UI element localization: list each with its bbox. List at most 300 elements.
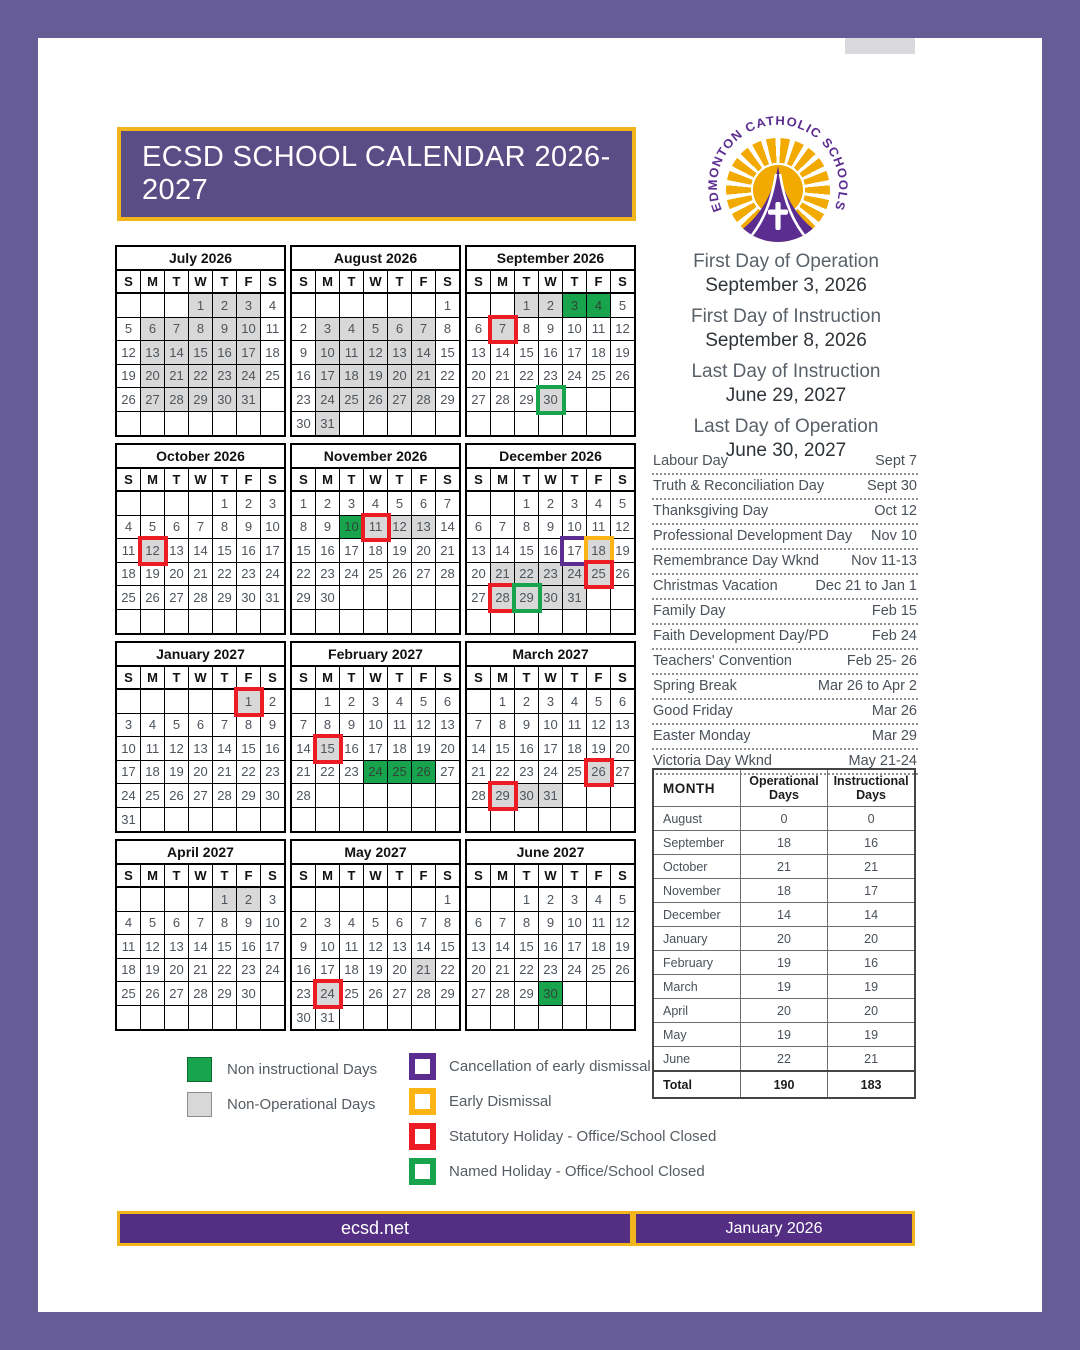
weekday-letter: W [189,271,213,292]
day-cell: 13 [165,539,189,563]
table-cell: 19 [740,1023,827,1047]
month-calendar-december-2026 [465,443,636,635]
day-cell: 5 [117,318,141,342]
svg-text:EDMONTON CATHOLIC SCHOOLS [706,114,850,214]
holiday-row [652,450,918,475]
day-cell [117,412,141,436]
footer-date: January 2026 [725,1219,823,1237]
month-calendar-february-2027 [290,641,461,833]
day-cell [261,1006,284,1030]
weekday-letter: T [563,271,587,292]
holiday-name: Family Day [653,603,726,619]
week-row [292,935,459,959]
week-row [292,714,459,738]
day-cell: 18 [364,539,388,563]
week-row [467,888,634,912]
weekday-letter: W [539,271,563,292]
weekday-letter: M [316,667,340,688]
weekday-letter: F [587,667,611,688]
week-row [467,294,634,318]
day-cell: 8 [436,318,459,342]
weekday-letter: T [340,271,364,292]
day-cell: 23 [261,761,284,785]
day-cell: 4 [117,912,141,936]
month-calendar-may-2027 [290,839,461,1031]
day-cell [340,412,364,436]
day-cell: 25 [364,563,388,587]
day-cell [316,610,340,634]
day-cell: 15 [491,737,515,761]
weekday-header-row [117,667,284,690]
day-cell [491,1006,515,1030]
day-count-table-grid [652,768,916,1099]
weekday-letter: T [340,667,364,688]
day-cell: 30 [539,388,563,412]
day-cell: 27 [412,563,436,587]
day-cell: 9 [237,516,261,540]
week-row [292,888,459,912]
day-cell [237,808,261,832]
month-title: April 2027 [117,841,284,865]
day-cell [165,888,189,912]
weekday-header-row [467,469,634,492]
week-row [292,318,459,342]
day-cell: 11 [340,935,364,959]
day-cell [165,1006,189,1030]
weekday-letter: T [213,667,237,688]
day-cell: 26 [117,388,141,412]
day-cell: 30 [539,586,563,610]
day-cell: 8 [213,912,237,936]
holiday-name: Easter Monday [653,728,751,744]
day-cell: 27 [189,784,213,808]
day-cell: 17 [117,761,141,785]
table-total-cell: Total [653,1071,740,1098]
day-cell [436,412,459,436]
day-cell: 1 [436,888,459,912]
day-cell: 28 [189,586,213,610]
table-cell: June [653,1047,740,1072]
legend-border-swatch [409,1123,436,1150]
month-calendar-april-2027 [115,839,286,1031]
holiday-row [652,675,918,700]
day-cell: 19 [611,935,634,959]
table-row [653,999,915,1023]
day-cell [292,294,316,318]
day-cell: 23 [213,365,237,389]
day-cell [237,610,261,634]
day-cell: 4 [340,318,364,342]
day-cell [587,388,611,412]
holiday-date: Sept 7 [875,453,917,469]
day-cell: 31 [316,412,340,436]
table-cell: 14 [828,903,915,927]
week-row [117,761,284,785]
week-row [117,539,284,563]
day-cell: 8 [316,714,340,738]
day-cell: 7 [213,714,237,738]
day-cell: 11 [340,341,364,365]
day-cell: 29 [491,784,515,808]
day-cell: 1 [316,690,340,714]
table-row [653,831,915,855]
day-cell: 12 [364,341,388,365]
day-cell: 28 [213,784,237,808]
day-cell: 25 [141,784,165,808]
day-cell: 22 [436,365,459,389]
day-cell: 2 [539,888,563,912]
week-row [292,808,459,832]
week-row [467,959,634,983]
day-cell: 13 [189,737,213,761]
day-cell: 29 [436,982,459,1006]
day-cell: 3 [261,492,284,516]
holiday-row [652,550,918,575]
day-cell [237,412,261,436]
weekday-letter: S [268,670,277,685]
day-cell [563,610,587,634]
day-cell: 19 [364,365,388,389]
day-cell: 26 [587,761,611,785]
day-cell [515,412,539,436]
weekday-letter: S [443,670,452,685]
month-title: March 2027 [467,643,634,667]
day-cell: 1 [292,492,316,516]
day-cell [539,808,563,832]
table-header-cell: MONTH [653,769,740,807]
day-cell: 29 [436,388,459,412]
holiday-name: Remembrance Day Wknd [653,553,819,569]
key-date-label: Last Day of Operation [693,416,879,437]
day-cell: 22 [515,959,539,983]
day-cell: 22 [436,959,459,983]
day-cell: 29 [213,586,237,610]
holiday-row [652,575,918,600]
day-cell [436,586,459,610]
day-cell: 3 [563,888,587,912]
day-cell: 11 [388,714,412,738]
day-cell: 22 [292,563,316,587]
day-cell [117,690,141,714]
day-cell: 23 [539,365,563,389]
day-cell: 9 [213,318,237,342]
weekday-letter: M [491,667,515,688]
day-cell: 2 [539,492,563,516]
day-cell: 1 [515,294,539,318]
week-row [467,610,634,634]
weekday-header-row [117,469,284,492]
table-row [653,855,915,879]
day-cell: 7 [189,912,213,936]
day-cell: 3 [316,912,340,936]
holiday-date: Dec 21 to Jan 1 [815,578,917,594]
weekday-header-row [467,271,634,294]
table-cell: 21 [740,855,827,879]
day-cell: 19 [117,365,141,389]
day-cell: 21 [412,959,436,983]
weekday-letter: S [443,472,452,487]
week-row [117,784,284,808]
day-cell [165,294,189,318]
day-cell: 3 [316,318,340,342]
footer-date-bar [633,1211,915,1246]
day-cell [141,690,165,714]
week-row [117,935,284,959]
day-cell [340,586,364,610]
day-cell: 17 [316,365,340,389]
day-cell: 9 [316,516,340,540]
day-cell: 7 [491,318,515,342]
weekday-letter: T [515,271,539,292]
day-cell [316,784,340,808]
week-row [292,365,459,389]
day-cell [587,586,611,610]
day-cell: 4 [587,294,611,318]
day-cell: 6 [436,690,459,714]
month-title: August 2026 [292,247,459,271]
weekday-letter: T [340,865,364,886]
day-cell [587,784,611,808]
weekday-letter: F [237,865,261,886]
table-header-cell: Instructional Days [828,769,915,807]
day-cell: 18 [388,737,412,761]
weekday-letter: S [268,274,277,289]
day-cell: 9 [237,912,261,936]
week-row [467,808,634,832]
week-row [467,563,634,587]
week-row [117,341,284,365]
day-cell: 30 [292,1006,316,1030]
weekday-letter: W [539,469,563,490]
weekday-letter: S [618,670,627,685]
week-row [117,318,284,342]
day-cell: 6 [165,912,189,936]
weekday-letter: T [165,469,189,490]
day-cell: 23 [515,761,539,785]
week-row [292,563,459,587]
table-cell: 20 [740,927,827,951]
day-cell: 1 [213,888,237,912]
legend-label: Non instructional Days [227,1060,378,1078]
day-cell: 30 [237,982,261,1006]
week-row [467,912,634,936]
day-cell: 29 [189,388,213,412]
holiday-name: Spring Break [653,678,737,694]
weekday-letter: S [268,472,277,487]
day-cell: 11 [261,318,284,342]
weekday-letter: S [268,868,277,883]
day-cell: 14 [491,935,515,959]
day-cell: 7 [436,492,459,516]
day-cell: 24 [563,959,587,983]
week-row [117,714,284,738]
day-cell: 19 [611,341,634,365]
day-cell: 26 [141,982,165,1006]
day-cell [412,1006,436,1030]
day-cell: 1 [436,294,459,318]
day-cell [340,808,364,832]
table-cell: 20 [828,999,915,1023]
day-cell: 29 [292,586,316,610]
week-row [467,516,634,540]
legend-border-item [409,1088,716,1115]
day-cell [261,412,284,436]
day-cell: 2 [213,294,237,318]
day-cell: 3 [340,492,364,516]
day-cell [141,492,165,516]
key-dates [650,250,922,470]
day-cell: 10 [261,516,284,540]
legend-border-swatch [409,1158,436,1185]
day-cell: 14 [412,935,436,959]
day-cell [117,492,141,516]
day-cell [563,412,587,436]
week-row [467,365,634,389]
weekday-letter: T [563,667,587,688]
day-cell: 10 [563,516,587,540]
week-row [292,492,459,516]
day-cell: 29 [237,784,261,808]
day-cell: 19 [165,761,189,785]
day-cell: 16 [292,365,316,389]
weekday-header-row [292,865,459,888]
table-cell: 16 [828,831,915,855]
day-cell: 31 [563,586,587,610]
day-cell: 12 [412,714,436,738]
day-cell: 13 [141,341,165,365]
day-cell [340,784,364,808]
month-title: July 2026 [117,247,284,271]
day-cell: 21 [292,761,316,785]
day-cell: 15 [515,935,539,959]
day-cell [467,888,491,912]
day-cell [189,1006,213,1030]
ecsd-logo [703,112,853,244]
day-cell: 8 [515,912,539,936]
table-cell: November [653,879,740,903]
day-cell [165,690,189,714]
weekday-letter: F [587,469,611,490]
day-cell: 18 [261,341,284,365]
day-cell: 12 [611,912,634,936]
day-cell: 8 [515,516,539,540]
day-cell: 26 [364,388,388,412]
table-cell: September [653,831,740,855]
day-cell: 13 [611,714,634,738]
day-cell: 4 [587,492,611,516]
day-cell: 7 [491,516,515,540]
holiday-name: Victoria Day Wknd [653,753,772,769]
day-cell: 2 [261,690,284,714]
day-cell: 22 [237,761,261,785]
day-cell: 17 [539,737,563,761]
weekday-letter: S [292,271,316,292]
day-cell: 14 [292,737,316,761]
day-cell: 12 [587,714,611,738]
weekday-letter: M [491,469,515,490]
day-cell: 10 [117,737,141,761]
holiday-row [652,625,918,650]
day-cell [436,610,459,634]
day-cell: 4 [141,714,165,738]
day-cell [515,610,539,634]
weekday-letter: F [412,271,436,292]
day-cell: 25 [340,388,364,412]
day-cell: 20 [467,563,491,587]
day-cell: 12 [611,318,634,342]
month-calendar-january-2027 [115,641,286,833]
day-cell: 23 [340,761,364,785]
day-cell: 15 [436,341,459,365]
day-cell: 24 [539,761,563,785]
day-cell: 30 [316,586,340,610]
day-cell: 20 [141,365,165,389]
day-cell [213,808,237,832]
day-cell: 8 [292,516,316,540]
weekday-letter: M [141,667,165,688]
day-cell: 3 [563,294,587,318]
holiday-list [652,450,918,775]
day-cell: 30 [213,388,237,412]
weekday-letter: S [117,865,141,886]
weekday-letter: T [340,469,364,490]
holiday-date: Feb 24 [871,628,917,644]
table-cell: 21 [828,1047,915,1072]
day-cell: 27 [611,761,634,785]
weekday-letter: W [189,469,213,490]
day-cell [141,412,165,436]
day-cell [563,388,587,412]
week-row [292,982,459,1006]
day-cell [611,1006,634,1030]
day-cell: 19 [412,737,436,761]
day-cell: 24 [261,563,284,587]
key-date-value: September 8, 2026 [705,330,867,351]
day-cell: 27 [165,586,189,610]
legend-border-item [409,1053,716,1080]
weekday-letter: M [141,865,165,886]
weekday-letter: S [117,667,141,688]
table-cell: 18 [740,831,827,855]
weekday-header-row [117,865,284,888]
day-cell: 16 [539,539,563,563]
day-cell [165,412,189,436]
month-title: October 2026 [117,445,284,469]
day-cell [364,586,388,610]
day-cell [611,412,634,436]
day-cell: 20 [165,563,189,587]
day-cell: 16 [237,935,261,959]
table-cell: 20 [740,999,827,1023]
holiday-date: Feb 15 [871,603,917,619]
day-cell: 21 [165,365,189,389]
table-cell: 0 [740,807,827,831]
weekday-letter: W [539,865,563,886]
month-calendar-august-2026 [290,245,461,437]
day-cell: 21 [412,365,436,389]
day-cell [141,294,165,318]
day-cell: 11 [587,912,611,936]
week-row [292,1006,459,1030]
day-cell: 2 [340,690,364,714]
day-cell: 23 [292,982,316,1006]
day-cell: 5 [611,492,634,516]
day-cell [412,586,436,610]
week-row [117,959,284,983]
weekday-letter: F [412,469,436,490]
legend-border-swatch [409,1088,436,1115]
day-cell: 19 [388,539,412,563]
